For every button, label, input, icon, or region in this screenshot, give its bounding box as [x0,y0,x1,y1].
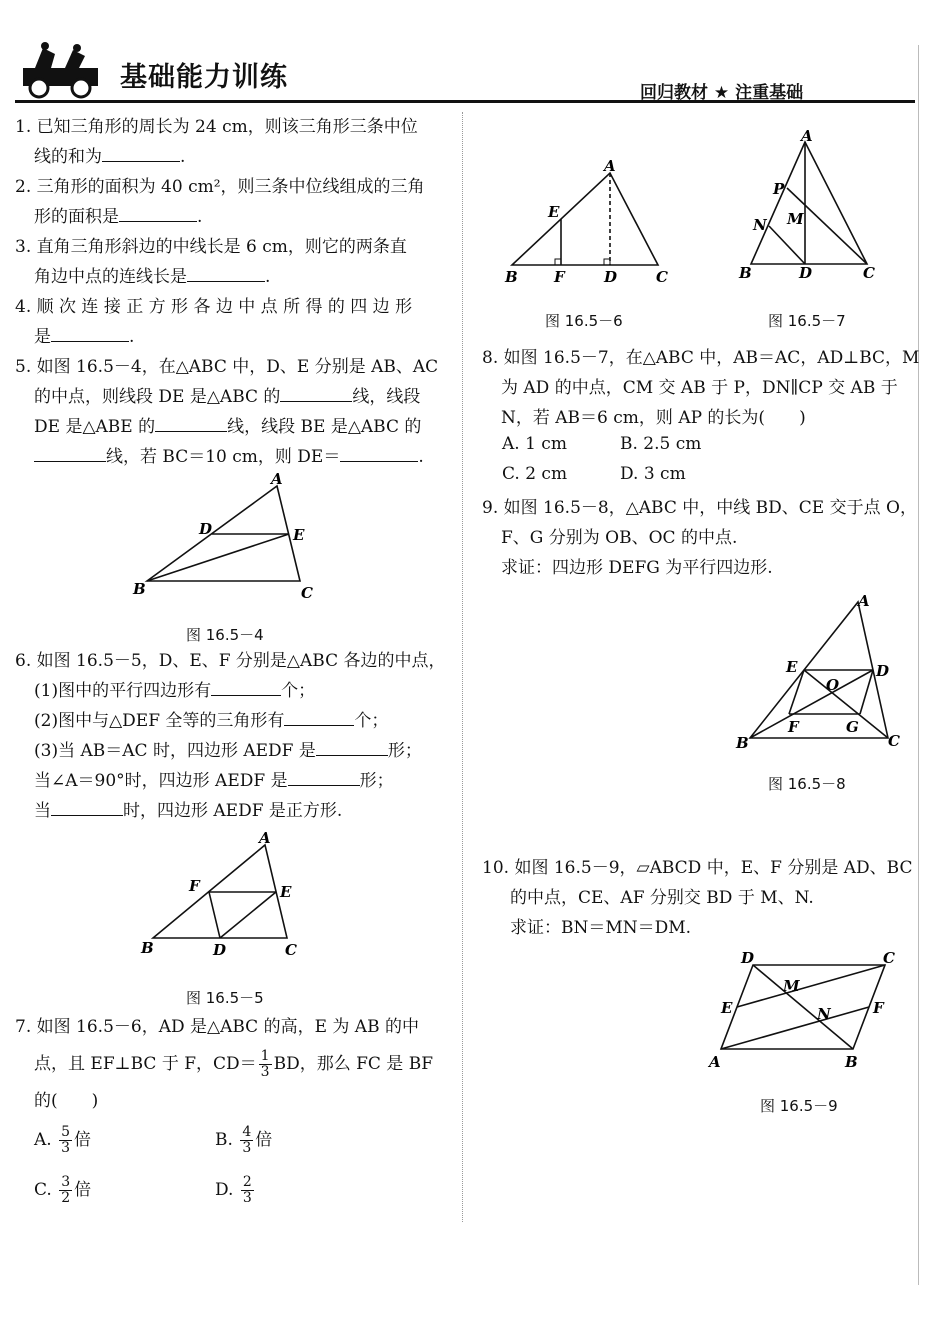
answer-blank[interactable] [155,413,227,432]
label-e: E [721,999,733,1017]
triangle-abc [751,142,867,264]
question-8: 8. 如图 16.5－7，在△ABC 中，AB＝AC，AD⊥BC，M 为 AD 的中点，CM 交 AB 于 P，DN∥CP 交 AB 于 N，若 AB＝6 cm，则 AP 的长为( ) [482,348,920,428]
label-e: E [786,658,798,676]
q8-option-d[interactable]: D. 3 cm [620,464,686,484]
label-c: C [883,949,895,967]
label-m: M [783,977,800,995]
label-a: A [801,128,813,145]
answer-blank[interactable] [34,443,106,462]
question-5: 5. 如图 16.5－4，在△ABC 中，D、E 分别是 AB、AC 的中点，则线段 DE 是△ABC 的 线，线段 DE 是△ABE 的 线，线段 BE 是△ABC 的 线，若 BC＝10 cm，则 DE＝ . [15,357,439,467]
label-d: D [741,949,755,967]
q7-option-d[interactable]: D. $\frac{2}{3}$ [215,1174,252,1206]
segment-be [147,534,289,581]
section-motto: 回归教材 ★ 注重基础 [640,83,804,103]
question-2: 2. 三角形的面积为 40 cm²，则三条中位线组成的三角 形的面积是 . [15,177,425,227]
question-9: 9. 如图 16.5－8，△ABC 中，中线 BD、CE 交于点 O， F、G 分别为 OB、OC 的中点. 求证：四边形 DEFG 为平行四边形. [482,498,917,578]
label-c: C [301,584,313,602]
label-f: F [873,999,884,1017]
label-c: C [285,941,297,959]
figure-16-5-5 [135,825,315,965]
label-f: F [554,268,565,286]
label-m: M [787,210,804,228]
question-4: 4. 顺 次 连 接 正 方 形 各 边 中 点 所 得 的 四 边 形 是 . [15,297,413,347]
segment-af [721,1007,869,1049]
label-a: A [604,157,616,175]
answer-blank[interactable] [187,263,265,282]
question-10: 10. 如图 16.5－9，▱ABCD 中，E、F 分别是 AD、BC 的中点，CE、AF 分别交 BD 于 M、N. 求证：BN＝MN＝DM. [482,858,913,938]
q7-option-b[interactable]: B. $\frac{4}{3}$ 倍 [215,1124,273,1156]
label-a: A [259,829,271,847]
segment-dn [769,226,805,264]
label-n: N [817,1005,831,1023]
label-d: D [876,662,890,680]
fraction-one-third: $\frac{1}{3}$ [260,1048,270,1080]
q8-option-a[interactable]: A. 1 cm [502,434,567,454]
segment-ef [789,670,804,714]
cart-logo-icon [15,40,115,100]
segment-ce [737,965,885,1007]
label-c: C [888,732,900,750]
question-3: 3. 直角三角形斜边的中线长是 6 cm，则它的两条直 角边中点的连线长是 . [15,237,407,287]
label-d: D [604,268,618,286]
label-b: B [736,734,749,752]
label-d: D [199,520,213,538]
label-b: B [505,268,518,286]
figure-16-5-4 [125,470,325,610]
section-title: 基础能力训练 [120,62,288,93]
label-d: D [799,264,813,282]
q8-option-b[interactable]: B. 2.5 cm [620,434,702,454]
label-g: G [846,718,859,736]
caption-16-5-9: 图 16.5－9 [760,1097,838,1115]
caption-16-5-5: 图 16.5－5 [186,989,264,1007]
header-rule [15,100,915,103]
label-f: F [189,877,200,895]
label-a: A [709,1053,721,1071]
answer-blank[interactable] [51,797,123,816]
caption-16-5-6: 图 16.5－6 [545,312,623,330]
label-b: B [739,264,752,282]
label-e: E [293,526,305,544]
answer-blank[interactable] [102,143,180,162]
figure-16-5-9 [705,945,905,1075]
segment-de [220,892,276,938]
label-c: C [656,268,668,286]
label-c: C [863,264,875,282]
label-o: O [826,676,840,694]
page-edge [918,45,919,1285]
answer-blank[interactable] [284,707,354,726]
label-a: A [271,470,283,488]
label-f: F [788,718,799,736]
figure-16-5-8 [730,590,910,755]
question-6: 6. 如图 16.5－5，D、E、F 分别是△ABC 各边的中点， (1)图中的平行四边形有 个； (2)图中与△DEF 全等的三角形有 个； (3)当 AB＝AC 时，四边形 AEDF 是 形； 当∠A＝90°时，四边形 AEDF 是 形； 当 时，四边形 AEDF 是正方形. [15,651,446,821]
question-1: 1. 已知三角形的周长为 24 cm，则该三角形三条中位 线的和为 . [15,117,418,167]
caption-16-5-4: 图 16.5－4 [186,626,264,644]
caption-16-5-8: 图 16.5－8 [768,775,846,793]
answer-blank[interactable] [340,443,418,462]
answer-blank[interactable] [288,767,360,786]
label-a: A [858,592,870,610]
label-b: B [141,939,154,957]
figure-16-5-6 [500,155,680,290]
triangle-abc [512,173,658,265]
answer-blank[interactable] [119,203,197,222]
caption-16-5-7: 图 16.5－7 [768,312,846,330]
q7-option-a[interactable]: A. $\frac{5}{3}$ 倍 [34,1124,92,1156]
label-b: B [133,580,146,598]
answer-blank[interactable] [211,677,281,696]
label-n: N [753,216,767,234]
q7-option-c[interactable]: C. $\frac{3}{2}$ 倍 [34,1174,92,1206]
column-divider [462,112,463,1222]
label-e: E [548,203,560,221]
label-e: E [280,883,292,901]
label-b: B [845,1053,858,1071]
figure-16-5-7 [735,128,885,288]
label-d: D [213,941,227,959]
question-7: 7. 如图 16.5－6，AD 是△ABC 的高，E 为 AB 的中 点，且 EF⊥BC 于 F，CD＝ $\frac{1}{3}$ BD，那么 FC 是 BF 的( ) [15,1017,434,1111]
answer-blank[interactable] [316,737,388,756]
segment-fd [209,892,220,938]
q8-option-c[interactable]: C. 2 cm [502,464,568,484]
answer-blank[interactable] [51,323,129,342]
answer-blank[interactable] [280,383,352,402]
label-p: P [773,180,785,198]
